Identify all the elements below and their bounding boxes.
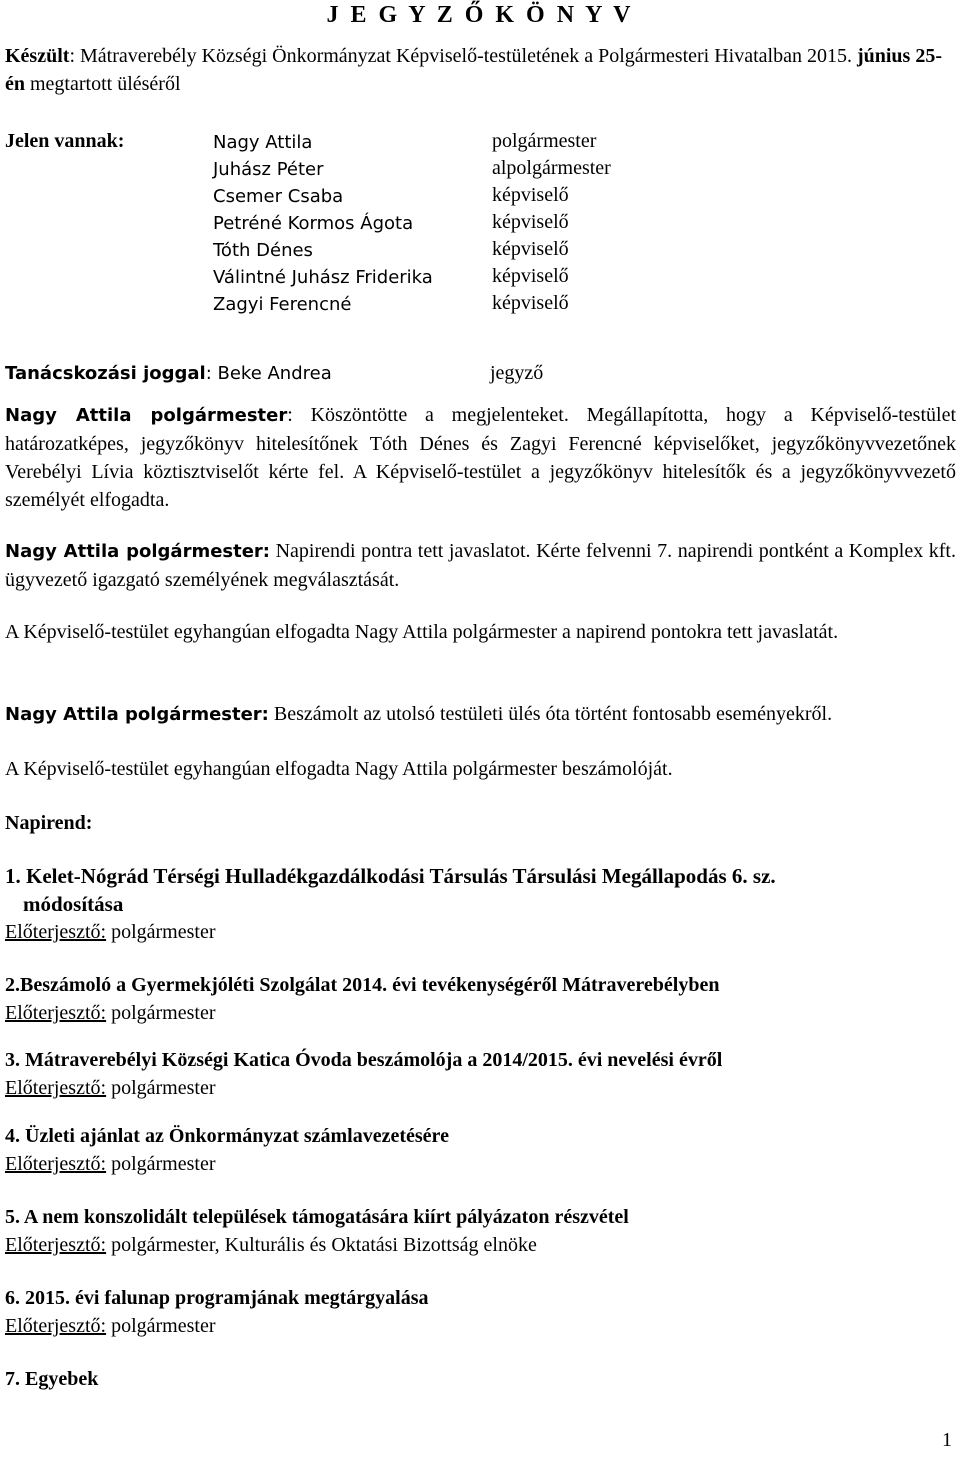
attendee-role: alpolgármester [492,157,611,179]
presenter-label: Előterjesztő: [5,1077,107,1099]
agenda-item [5,862,956,946]
attendee-role: képviselő [492,211,569,233]
paragraph-report-accepted: A Képviselő-testület egyhangúan elfogadta Nagy Attila polgármester beszámolóját. [5,758,673,780]
agenda-presenter [5,1312,956,1340]
attendee-name: Csemer Csaba [213,186,344,207]
presenter-label: Előterjesztő: [5,1234,107,1256]
agenda-item [5,1284,956,1340]
attendee-name: Petréné Kormos Ágota [213,213,414,234]
attendee-role: képviselő [492,184,569,206]
attendance-label: Jelen vannak: [5,130,125,152]
agenda-item-title: 3. Mátraverebélyi Községi Katica Óvoda beszámolója a 2014/2015. évi nevelési évről [5,1049,723,1071]
paragraph-agenda-accepted: A Képviselő-testület egyhangúan elfogadta Nagy Attila polgármester a napirend pontokra tett javaslatát. [5,621,839,643]
presenter-label: Előterjesztő: [5,1153,107,1175]
speaker-label: Nagy Attila polgármester: [5,541,271,562]
attendee-role: polgármester [492,130,597,152]
advisory-label: Tanácskozási joggal [5,363,206,384]
agenda-item-title-cont: módosítása [23,892,124,916]
presenter-value: polgármester [106,1077,216,1099]
attendee-role: képviselő [492,292,569,314]
paragraph-text: : Köszöntötte a megjelenteket. Megállapította, hogy a Képviselő-testület határozatképes, jegyzőkönyv hitelesítőnek Tóth Dénes és Zagyi Ferencné képviselőket, jegyzőkönyvvezetőnek Verebélyi Lívia köztisztviselőt kérte fel. A Képviselő-testület a jegyzőkönyv hitelesítők és a jegyzőkönyvvezető személyét elfogadta. [5,404,956,511]
speaker-label: Nagy Attila polgármester [5,405,288,426]
agenda-item [5,1122,956,1178]
attendee-names [213,129,433,318]
attendee-name: Tóth Dénes [213,240,313,261]
presenter-value: polgármester, Kulturális és Oktatási Bizottság elnöke [106,1234,537,1256]
attendee-name: Válintné Juhász Friderika [213,267,433,288]
presenter-value: polgármester [106,1002,216,1024]
agenda-item [5,971,956,1027]
attendee-name: Zagyi Ferencné [213,294,352,315]
intro-label: Készült [5,45,70,67]
agenda-item-title: 6. 2015. évi falunap programjának megtárgyalása [5,1287,429,1309]
presenter-value: polgármester [106,1153,216,1175]
paragraph-report [5,700,956,729]
document-title: J E G Y Z Ő K Ö N Y V [326,2,634,28]
agenda-item-title: 2.Beszámoló a Gyermekjóléti Szolgálat 2014. évi tevékenységéről Mátraverebélyben [5,974,720,996]
paragraph-opening [5,401,956,514]
agenda-presenter [5,918,956,946]
presenter-label: Előterjesztő: [5,1002,107,1024]
agenda-presenter [5,1231,956,1259]
attendee-role: képviselő [492,265,569,287]
agenda-item-title: 7. Egyebek [5,1368,99,1390]
intro-date: június 25-én [5,45,942,95]
advisory-line [5,360,956,388]
agenda-presenter [5,1150,956,1178]
agenda-heading: Napirend: [5,812,93,834]
agenda-presenter [5,1074,956,1102]
presenter-value: polgármester [106,1315,216,1337]
speaker-label: Nagy Attila polgármester: [5,704,269,725]
agenda-item [5,1203,956,1259]
presenter-value: polgármester [106,921,216,943]
attendee-name: Nagy Attila [213,132,313,153]
attendee-role: képviselő [492,238,569,260]
advisory-role: jegyző [490,362,544,384]
paragraph-agenda-proposal [5,537,956,594]
agenda-item [5,1365,956,1393]
agenda-item-title: 1. Kelet-Nógrád Térségi Hulladékgazdálkodási Társulás Társulási Megállapodás 6. sz. [5,864,776,888]
agenda-presenter [5,999,956,1027]
agenda-item-title: 5. A nem konszolidált települések támogatására kiírt pályázaton részvétel [5,1206,629,1228]
presenter-label: Előterjesztő: [5,921,107,943]
agenda-item [5,1046,956,1102]
intro-text-end: megtartott üléséről [25,73,181,95]
advisory-name: : Beke Andrea [205,363,332,384]
intro-text: : Mátraverebély Községi Önkormányzat Képviselő-testületének a Polgármesteri Hivatalban 2015. [69,45,852,67]
attendee-roles [492,128,611,317]
presenter-label: Előterjesztő: [5,1315,107,1337]
paragraph-text: Napirendi pontra tett javaslatot. Kérte felvenni 7. napirendi pontként a Komplex kft. ügyvezető igazgató személyének megválasztását. [5,540,956,591]
page-number: 1 [942,1429,952,1451]
paragraph-text: Beszámolt az utolsó testületi ülés óta történt fontosabb eseményekről. [268,703,833,725]
attendee-name: Juhász Péter [213,159,324,180]
intro-paragraph [5,42,956,98]
agenda-item-title: 4. Üzleti ajánlat az Önkormányzat számlavezetésére [5,1125,449,1147]
